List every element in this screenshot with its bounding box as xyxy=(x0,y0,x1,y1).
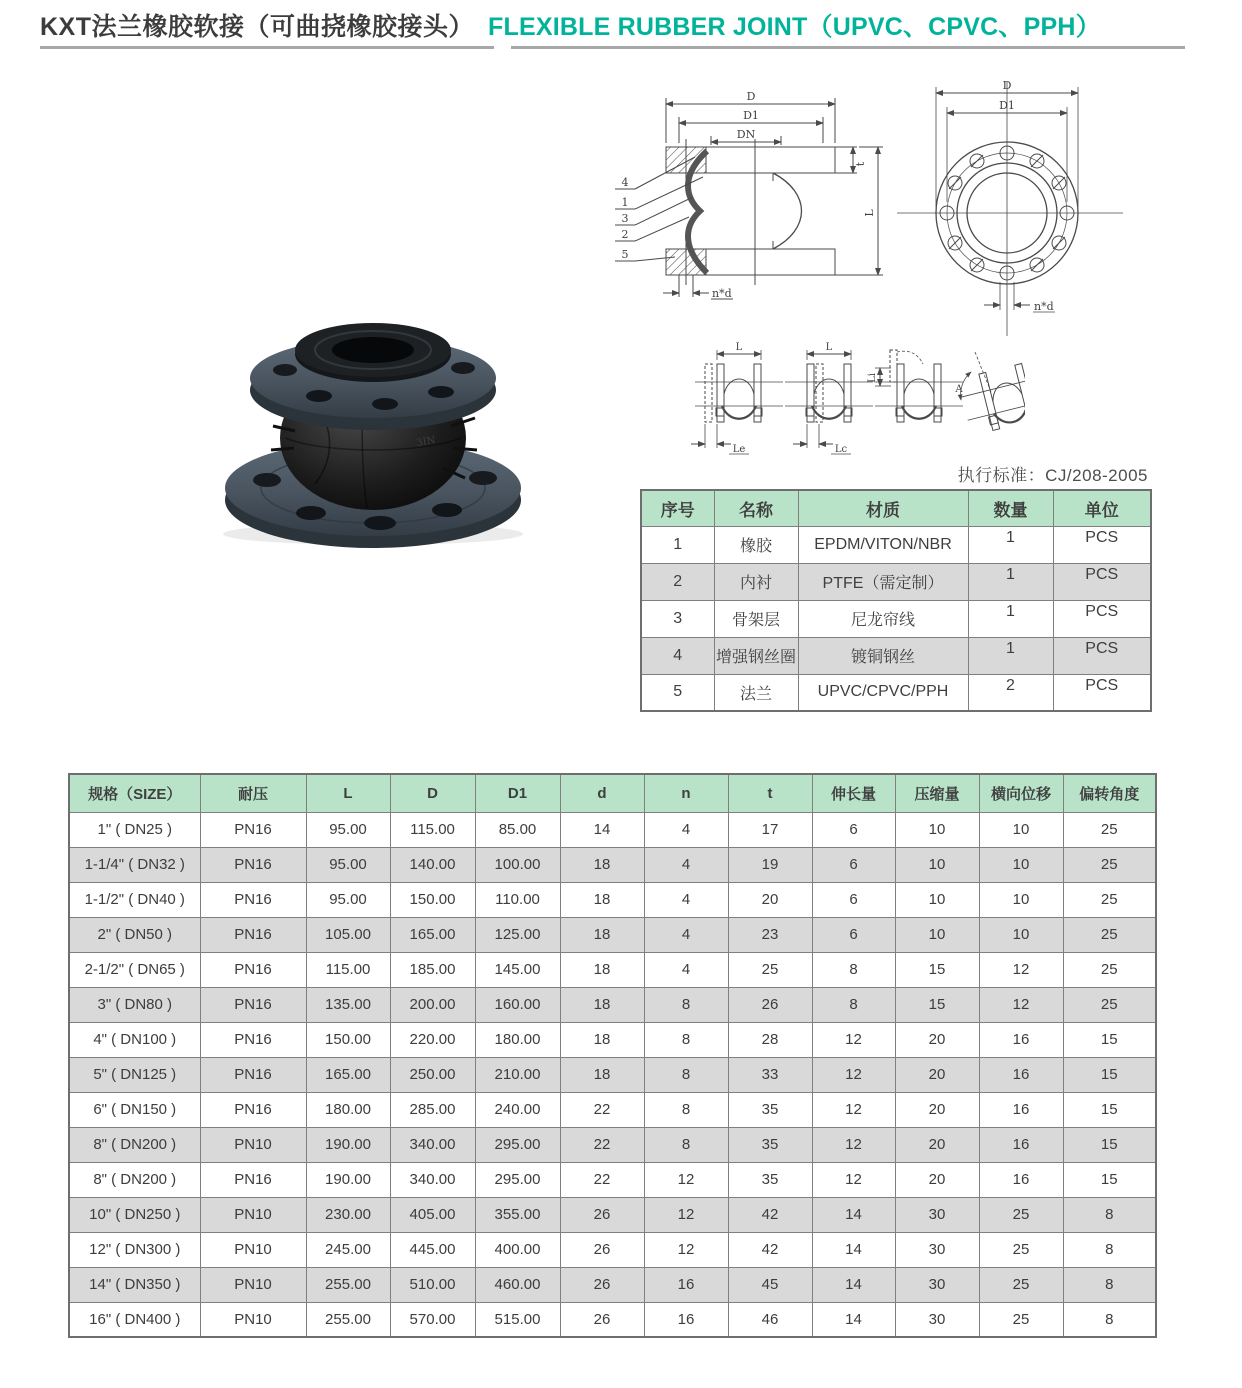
table-row xyxy=(641,563,1151,600)
table-cell: 12 xyxy=(644,1162,728,1197)
table-cell: 15 xyxy=(895,952,979,987)
table-cell: PN16 xyxy=(200,917,306,952)
table-header-cell: D xyxy=(390,774,475,812)
table-cell: 22 xyxy=(560,1092,644,1127)
table-cell: 200.00 xyxy=(390,987,475,1022)
table-cell: 95.00 xyxy=(306,847,390,882)
table-cell: 255.00 xyxy=(306,1302,390,1337)
table-row xyxy=(69,882,1156,917)
table-cell: PN10 xyxy=(200,1127,306,1162)
table-cell: 95.00 xyxy=(306,882,390,917)
table-cell: 6 xyxy=(812,882,895,917)
table-cell: 25 xyxy=(728,952,812,987)
table-row xyxy=(69,1197,1156,1232)
table-cell: 骨架层 xyxy=(714,600,798,637)
table-row xyxy=(69,1232,1156,1267)
table-cell: 35 xyxy=(728,1092,812,1127)
table-cell: 8 xyxy=(1063,1232,1156,1267)
table-cell: PN10 xyxy=(200,1267,306,1302)
motion-fig-lateral xyxy=(867,350,963,422)
dim-label-nd-front: n*d xyxy=(1034,300,1054,313)
table-row xyxy=(641,600,1151,637)
table-cell: 95.00 xyxy=(306,812,390,847)
table-cell: PN16 xyxy=(200,1022,306,1057)
table-cell: 8 xyxy=(812,952,895,987)
table-row xyxy=(69,917,1156,952)
table-cell: 6 xyxy=(812,917,895,952)
table-cell: 19 xyxy=(728,847,812,882)
table-cell: 515.00 xyxy=(475,1302,560,1337)
table-cell: 2 xyxy=(641,563,714,600)
table-cell: 10 xyxy=(895,882,979,917)
table-header-cell: n xyxy=(644,774,728,812)
dim-label-Li: Li xyxy=(867,373,878,383)
table-cell: 尼龙帘线 xyxy=(798,600,968,637)
table-cell: 25 xyxy=(1063,952,1156,987)
table-cell: 16 xyxy=(979,1162,1063,1197)
table-cell: 12 xyxy=(812,1092,895,1127)
table-cell: 1 xyxy=(968,526,1053,563)
table-cell: 6 xyxy=(812,847,895,882)
table-cell: 1-1/4" ( DN32 ) xyxy=(69,847,200,882)
table-cell: 12 xyxy=(644,1232,728,1267)
table-cell: PN16 xyxy=(200,987,306,1022)
table-cell: 1 xyxy=(968,563,1053,600)
table-cell: 150.00 xyxy=(306,1022,390,1057)
table-row xyxy=(69,1162,1156,1197)
table-row xyxy=(69,1127,1156,1162)
table-cell: 105.00 xyxy=(306,917,390,952)
table-cell: 190.00 xyxy=(306,1162,390,1197)
table-cell: 8 xyxy=(644,1022,728,1057)
table-cell: 220.00 xyxy=(390,1022,475,1057)
table-cell: 25 xyxy=(979,1197,1063,1232)
table-cell: 25 xyxy=(979,1267,1063,1302)
table-cell: 12 xyxy=(812,1057,895,1092)
table-cell: 18 xyxy=(560,1022,644,1057)
table-cell: 15 xyxy=(895,987,979,1022)
table-cell: 15 xyxy=(1063,1057,1156,1092)
table-cell: 10 xyxy=(979,917,1063,952)
table-header-cell: 规格（SIZE） xyxy=(69,774,200,812)
table-cell: 4 xyxy=(644,952,728,987)
table-cell: 14 xyxy=(560,812,644,847)
table-cell: PN16 xyxy=(200,847,306,882)
table-cell: 250.00 xyxy=(390,1057,475,1092)
table-cell: 12 xyxy=(979,987,1063,1022)
table-cell: 15 xyxy=(1063,1092,1156,1127)
table-header-cell: D1 xyxy=(475,774,560,812)
table-cell: PN16 xyxy=(200,1057,306,1092)
table-cell: 26 xyxy=(560,1197,644,1232)
table-cell: 400.00 xyxy=(475,1232,560,1267)
table-cell: 42 xyxy=(728,1197,812,1232)
table-cell: 16 xyxy=(979,1022,1063,1057)
motion-fig-extension xyxy=(691,342,783,455)
table-cell: 16" ( DN400 ) xyxy=(69,1302,200,1337)
spec-table-body xyxy=(69,812,1156,1337)
table-cell: 8 xyxy=(644,1127,728,1162)
table-cell: 20 xyxy=(728,882,812,917)
table-cell: 45 xyxy=(728,1267,812,1302)
table-cell: 30 xyxy=(895,1232,979,1267)
dim-label-D1: D1 xyxy=(743,109,759,122)
table-cell: 26 xyxy=(560,1232,644,1267)
table-cell: PN10 xyxy=(200,1302,306,1337)
table-cell: PN16 xyxy=(200,1162,306,1197)
parts-table-header-row xyxy=(641,490,1151,526)
dim-label-L-fig2: L xyxy=(825,342,833,353)
table-row xyxy=(641,637,1151,674)
table-cell: 2" ( DN50 ) xyxy=(69,917,200,952)
table-cell: 1-1/2" ( DN40 ) xyxy=(69,882,200,917)
table-cell: 30 xyxy=(895,1267,979,1302)
table-cell: 115.00 xyxy=(306,952,390,987)
table-cell: 10 xyxy=(979,847,1063,882)
dim-label-DN: DN xyxy=(736,128,756,141)
table-cell: 1 xyxy=(968,637,1053,674)
table-cell: 26 xyxy=(560,1267,644,1302)
table-cell: 10 xyxy=(979,882,1063,917)
table-cell: 4 xyxy=(644,917,728,952)
table-cell: 180.00 xyxy=(475,1022,560,1057)
table-cell: 15 xyxy=(1063,1162,1156,1197)
table-cell: 16 xyxy=(979,1057,1063,1092)
table-cell: 18 xyxy=(560,1057,644,1092)
table-cell: 28 xyxy=(728,1022,812,1057)
motion-fig-angular xyxy=(954,352,1025,436)
table-cell: PCS xyxy=(1053,600,1151,637)
table-cell: UPVC/CPVC/PPH xyxy=(798,674,968,711)
table-cell: 110.00 xyxy=(475,882,560,917)
table-row xyxy=(69,1092,1156,1127)
table-header-cell: d xyxy=(560,774,644,812)
table-cell: 85.00 xyxy=(475,812,560,847)
table-cell: 橡胶 xyxy=(714,526,798,563)
table-cell: 245.00 xyxy=(306,1232,390,1267)
table-cell: 内衬 xyxy=(714,563,798,600)
table-cell: 285.00 xyxy=(390,1092,475,1127)
table-header-cell: 单位 xyxy=(1053,490,1151,526)
table-cell: 8 xyxy=(644,1092,728,1127)
table-cell: 115.00 xyxy=(390,812,475,847)
part-ref-4: 4 xyxy=(621,176,629,189)
table-header-cell: 数量 xyxy=(968,490,1053,526)
table-row xyxy=(641,526,1151,563)
product-photo xyxy=(215,298,530,550)
dim-label-L: L xyxy=(863,209,876,217)
table-cell: 23 xyxy=(728,917,812,952)
table-cell: 510.00 xyxy=(390,1267,475,1302)
table-cell: 1" ( DN25 ) xyxy=(69,812,200,847)
dim-label-D-front: D xyxy=(1002,79,1012,92)
table-row xyxy=(69,847,1156,882)
table-cell: 30 xyxy=(895,1302,979,1337)
table-header-cell: 耐压 xyxy=(200,774,306,812)
table-cell: 法兰 xyxy=(714,674,798,711)
parts-table-body xyxy=(641,526,1151,711)
table-cell: 3 xyxy=(641,600,714,637)
front-view-drawing xyxy=(895,72,1125,338)
part-ref-3: 3 xyxy=(621,212,629,225)
table-cell: 140.00 xyxy=(390,847,475,882)
photo-size-marking: 3IN xyxy=(415,434,437,449)
table-cell: 16 xyxy=(979,1127,1063,1162)
table-cell: 405.00 xyxy=(390,1197,475,1232)
table-cell: 18 xyxy=(560,917,644,952)
table-cell: 460.00 xyxy=(475,1267,560,1302)
table-cell: 445.00 xyxy=(390,1232,475,1267)
section-drawing xyxy=(605,85,905,320)
table-cell: 18 xyxy=(560,952,644,987)
table-cell: 6 xyxy=(812,812,895,847)
table-cell: 12 xyxy=(812,1022,895,1057)
dim-label-Le: Le xyxy=(732,444,746,455)
table-cell: 8 xyxy=(812,987,895,1022)
table-row xyxy=(69,1267,1156,1302)
table-cell: 30 xyxy=(895,1197,979,1232)
part-ref-1: 1 xyxy=(621,196,629,209)
table-cell: 18 xyxy=(560,847,644,882)
dim-label-Lc: Lc xyxy=(834,444,848,455)
table-cell: 8" ( DN200 ) xyxy=(69,1127,200,1162)
table-cell: 160.00 xyxy=(475,987,560,1022)
table-cell: 8" ( DN200 ) xyxy=(69,1162,200,1197)
table-cell: 16 xyxy=(644,1267,728,1302)
table-cell: 295.00 xyxy=(475,1162,560,1197)
table-cell: 210.00 xyxy=(475,1057,560,1092)
table-cell: 570.00 xyxy=(390,1302,475,1337)
table-cell: 20 xyxy=(895,1022,979,1057)
table-cell: 4 xyxy=(641,637,714,674)
table-cell: 190.00 xyxy=(306,1127,390,1162)
table-row xyxy=(69,1302,1156,1337)
table-cell: 8 xyxy=(644,987,728,1022)
table-cell: 33 xyxy=(728,1057,812,1092)
table-cell: 5 xyxy=(641,674,714,711)
table-cell: 14 xyxy=(812,1232,895,1267)
table-row xyxy=(69,1057,1156,1092)
table-cell: 4 xyxy=(644,847,728,882)
table-cell: 26 xyxy=(728,987,812,1022)
table-cell: 25 xyxy=(1063,812,1156,847)
table-cell: 46 xyxy=(728,1302,812,1337)
table-cell: 4" ( DN100 ) xyxy=(69,1022,200,1057)
table-cell: 镀铜钢丝 xyxy=(798,637,968,674)
table-cell: PTFE（需定制） xyxy=(798,563,968,600)
table-cell: 14" ( DN350 ) xyxy=(69,1267,200,1302)
table-header-cell: 横向位移 xyxy=(979,774,1063,812)
table-cell: 355.00 xyxy=(475,1197,560,1232)
dim-label-D: D xyxy=(746,90,756,103)
table-cell: 10 xyxy=(895,917,979,952)
table-cell: EPDM/VITON/NBR xyxy=(798,526,968,563)
table-cell: 125.00 xyxy=(475,917,560,952)
table-row xyxy=(69,987,1156,1022)
table-cell: 10 xyxy=(895,847,979,882)
table-row xyxy=(69,952,1156,987)
table-cell: 16 xyxy=(644,1302,728,1337)
table-cell: 35 xyxy=(728,1162,812,1197)
spec-table xyxy=(68,773,1157,1338)
table-row xyxy=(69,812,1156,847)
table-cell: 8 xyxy=(1063,1267,1156,1302)
page-title-chinese: KXT法兰橡胶软接（可曲挠橡胶接头） xyxy=(40,13,475,41)
table-cell: 12 xyxy=(979,952,1063,987)
dim-label-L-fig1: L xyxy=(735,342,743,353)
table-cell: 340.00 xyxy=(390,1127,475,1162)
table-cell: 2 xyxy=(968,674,1053,711)
table-cell: 8 xyxy=(1063,1302,1156,1337)
table-cell: 10" ( DN250 ) xyxy=(69,1197,200,1232)
table-cell: 18 xyxy=(560,882,644,917)
table-cell: 185.00 xyxy=(390,952,475,987)
table-cell: 25 xyxy=(979,1302,1063,1337)
table-cell: PCS xyxy=(1053,674,1151,711)
table-cell: 26 xyxy=(560,1302,644,1337)
table-cell: 8 xyxy=(1063,1197,1156,1232)
table-cell: 340.00 xyxy=(390,1162,475,1197)
motion-diagrams xyxy=(685,332,1025,462)
table-row xyxy=(641,674,1151,711)
table-cell: 240.00 xyxy=(475,1092,560,1127)
dim-label-A: A xyxy=(955,384,963,395)
table-cell: 18 xyxy=(560,987,644,1022)
table-cell: 17 xyxy=(728,812,812,847)
table-cell: 4 xyxy=(644,812,728,847)
table-cell: 230.00 xyxy=(306,1197,390,1232)
table-cell: PN10 xyxy=(200,1232,306,1267)
table-cell: 14 xyxy=(812,1302,895,1337)
table-header-cell: 伸长量 xyxy=(812,774,895,812)
table-cell: 42 xyxy=(728,1232,812,1267)
table-cell: 4 xyxy=(644,882,728,917)
table-cell: 100.00 xyxy=(475,847,560,882)
table-cell: 255.00 xyxy=(306,1267,390,1302)
part-ref-2: 2 xyxy=(621,228,629,241)
motion-fig-compression xyxy=(785,342,873,455)
table-cell: 135.00 xyxy=(306,987,390,1022)
table-cell: 1 xyxy=(968,600,1053,637)
dim-label-t: t xyxy=(854,161,867,167)
table-header-cell: t xyxy=(728,774,812,812)
table-cell: 165.00 xyxy=(306,1057,390,1092)
dim-label-D1-front: D1 xyxy=(999,99,1015,112)
table-header-cell: L xyxy=(306,774,390,812)
table-cell: PN10 xyxy=(200,1197,306,1232)
table-cell: 25 xyxy=(979,1232,1063,1267)
table-cell: 6" ( DN150 ) xyxy=(69,1092,200,1127)
table-cell: 165.00 xyxy=(390,917,475,952)
table-cell: 25 xyxy=(1063,847,1156,882)
page-title-english: FLEXIBLE RUBBER JOINT（UPVC、CPVC、PPH） xyxy=(488,13,1101,41)
table-header-cell: 序号 xyxy=(641,490,714,526)
table-cell: 12 xyxy=(644,1197,728,1232)
table-cell: 12 xyxy=(812,1127,895,1162)
table-cell: 增强钢丝圈 xyxy=(714,637,798,674)
table-cell: PCS xyxy=(1053,637,1151,674)
table-cell: 25 xyxy=(1063,882,1156,917)
table-cell: 5" ( DN125 ) xyxy=(69,1057,200,1092)
table-cell: 180.00 xyxy=(306,1092,390,1127)
table-cell: 10 xyxy=(895,812,979,847)
table-cell: 20 xyxy=(895,1092,979,1127)
table-cell: 295.00 xyxy=(475,1127,560,1162)
table-cell: 1 xyxy=(641,526,714,563)
table-cell: 20 xyxy=(895,1127,979,1162)
table-header-cell: 压缩量 xyxy=(895,774,979,812)
table-cell: 14 xyxy=(812,1267,895,1302)
table-cell: 14 xyxy=(812,1197,895,1232)
table-cell: 25 xyxy=(1063,987,1156,1022)
part-ref-5: 5 xyxy=(621,248,629,261)
title-underline-left xyxy=(40,46,494,49)
table-cell: PN16 xyxy=(200,1092,306,1127)
table-header-cell: 材质 xyxy=(798,490,968,526)
table-header-cell: 名称 xyxy=(714,490,798,526)
table-header-cell: 偏转角度 xyxy=(1063,774,1156,812)
table-cell: 25 xyxy=(1063,917,1156,952)
table-cell: 150.00 xyxy=(390,882,475,917)
spec-table-header-row xyxy=(69,774,1156,812)
table-cell: 22 xyxy=(560,1162,644,1197)
table-cell: 15 xyxy=(1063,1127,1156,1162)
table-cell: 8 xyxy=(644,1057,728,1092)
table-row xyxy=(69,1022,1156,1057)
table-cell: 22 xyxy=(560,1127,644,1162)
table-cell: PN16 xyxy=(200,812,306,847)
table-cell: 2-1/2" ( DN65 ) xyxy=(69,952,200,987)
table-cell: PN16 xyxy=(200,882,306,917)
table-cell: 3" ( DN80 ) xyxy=(69,987,200,1022)
table-cell: 145.00 xyxy=(475,952,560,987)
table-cell: PCS xyxy=(1053,526,1151,563)
table-cell: 10 xyxy=(979,812,1063,847)
table-cell: 16 xyxy=(979,1092,1063,1127)
table-cell: 15 xyxy=(1063,1022,1156,1057)
page-title xyxy=(40,7,1101,43)
table-cell: 12" ( DN300 ) xyxy=(69,1232,200,1267)
parts-table xyxy=(640,489,1152,712)
title-underline-right xyxy=(511,46,1185,49)
table-cell: 20 xyxy=(895,1057,979,1092)
table-cell: 20 xyxy=(895,1162,979,1197)
dim-label-nd: n*d xyxy=(712,287,732,300)
standard-note: 执行标准：CJ/208-2005 xyxy=(957,466,1148,485)
table-cell: PCS xyxy=(1053,563,1151,600)
table-cell: 35 xyxy=(728,1127,812,1162)
table-cell: 12 xyxy=(812,1162,895,1197)
table-cell: PN16 xyxy=(200,952,306,987)
